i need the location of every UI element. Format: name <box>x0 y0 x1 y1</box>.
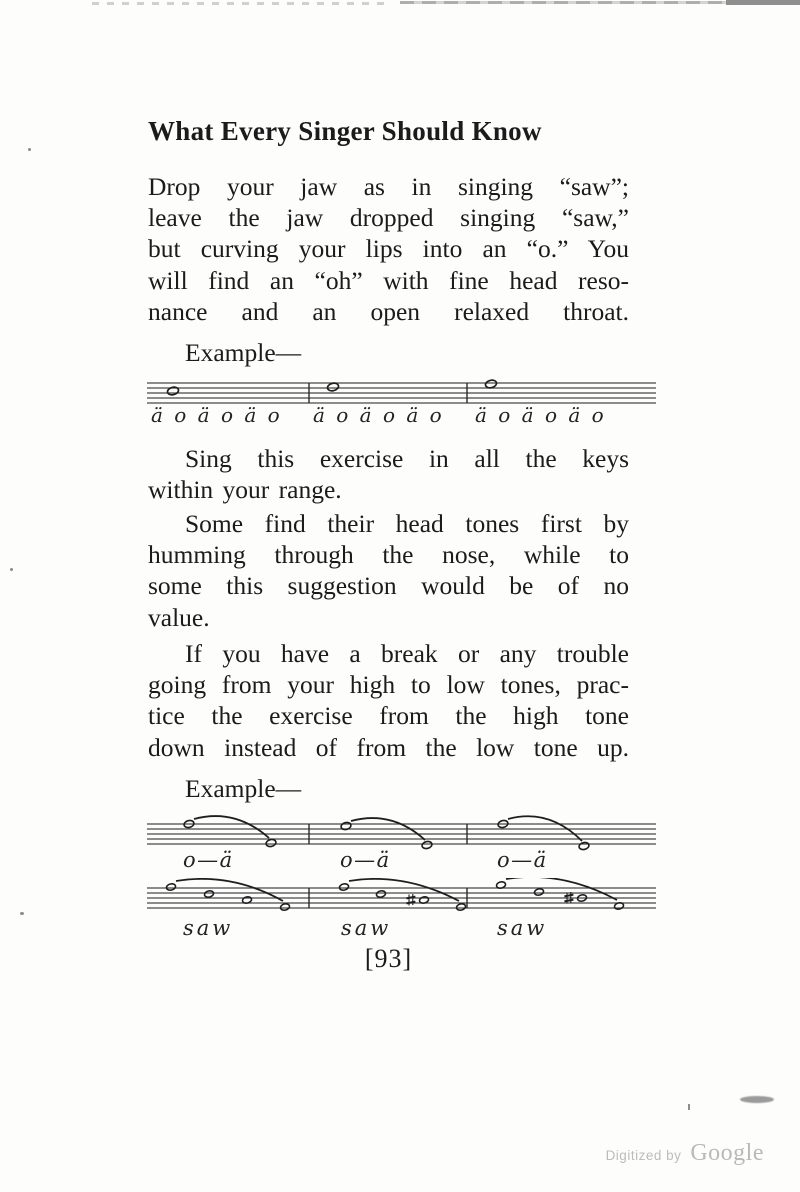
note <box>204 890 214 898</box>
scan-artifact-dot <box>10 568 13 571</box>
note <box>280 903 290 911</box>
note-low <box>578 841 589 850</box>
scan-artifact-dot <box>20 912 24 915</box>
text-line: humming through the nose, while to <box>148 540 629 570</box>
text-line: Sing this exercise in all the keys <box>185 444 629 473</box>
scan-artifact-tick <box>688 1104 690 1110</box>
note <box>376 890 386 898</box>
page-title: What Every Singer Should Know <box>148 116 542 146</box>
sharp-icon <box>406 894 415 906</box>
note <box>456 903 466 911</box>
note <box>339 883 349 891</box>
text-line: some this suggestion would be of no <box>148 571 629 601</box>
slur <box>506 878 617 900</box>
lyrics-measure-2: ä o ä o ä o <box>313 403 445 427</box>
scan-artifact-top-right <box>726 0 800 5</box>
lyrics-measure-1: saw <box>183 916 234 940</box>
text-line: Some find their head tones first by <box>185 509 629 538</box>
text-line: down instead of from the low tone up. <box>148 732 629 762</box>
staff-svg <box>143 377 660 429</box>
note-low <box>265 838 276 847</box>
paragraph-drop-your-jaw <box>148 171 629 327</box>
lyrics-measure-2: o—ä <box>340 848 391 872</box>
lyrics-measure-1: ä o ä o ä o <box>151 403 283 427</box>
paragraph-sing-this-exercise <box>148 443 629 505</box>
lyrics-measure-2: saw <box>341 916 392 940</box>
lyrics-measure-3: o—ä <box>497 848 548 872</box>
text-line: Drop your jaw as in singing “saw”; <box>148 172 629 201</box>
scan-artifact-dot <box>28 148 31 151</box>
paragraph-if-you-have-a-break <box>148 638 629 763</box>
note-low <box>421 840 432 849</box>
example-2-label: Example— <box>185 774 302 803</box>
digitized-by-label: Digitized by <box>605 1148 682 1163</box>
staff-lines <box>147 383 656 403</box>
text-line: tice the exercise from the high tone <box>148 701 629 731</box>
text-line: within your range. <box>148 475 342 505</box>
music-staff-exercise-1 <box>143 377 660 434</box>
example-1-label: Example— <box>185 338 302 367</box>
music-staff-exercise-2-lower <box>143 878 660 949</box>
lyrics-measure-3: ä o ä o ä o <box>475 403 607 427</box>
note <box>534 888 544 896</box>
scan-artifact-top-mid <box>400 1 730 4</box>
page-number: [93] <box>364 944 413 973</box>
text-line: going from your high to low tones, prac- <box>148 670 629 700</box>
lyrics-measure-1: o—ä <box>183 848 234 872</box>
scan-artifact-top-left <box>92 2 392 5</box>
staff-svg <box>143 810 660 876</box>
text-line: leave the jaw dropped singing “saw,” <box>148 203 629 233</box>
staff-lines <box>147 888 656 908</box>
notes <box>166 881 624 911</box>
text-line: If you have a break or any trouble <box>185 639 629 668</box>
slur <box>194 816 269 838</box>
note <box>166 883 176 891</box>
paragraph-some-find <box>148 508 629 633</box>
text-line: nance and an open relaxed throat. <box>148 296 629 326</box>
staff-svg <box>143 878 660 944</box>
text-line: will find an “oh” with fine head reso- <box>148 265 629 295</box>
google-logo: Google <box>690 1140 764 1166</box>
staff-lines <box>147 824 656 844</box>
digitized-watermark <box>606 1140 764 1167</box>
lyrics-measure-3: saw <box>497 916 548 940</box>
scan-artifact-smudge <box>740 1096 774 1103</box>
text-line: but curving your lips into an “o.” You <box>148 234 629 264</box>
music-staff-exercise-2-upper <box>143 810 660 881</box>
text-line: value. <box>148 602 210 632</box>
